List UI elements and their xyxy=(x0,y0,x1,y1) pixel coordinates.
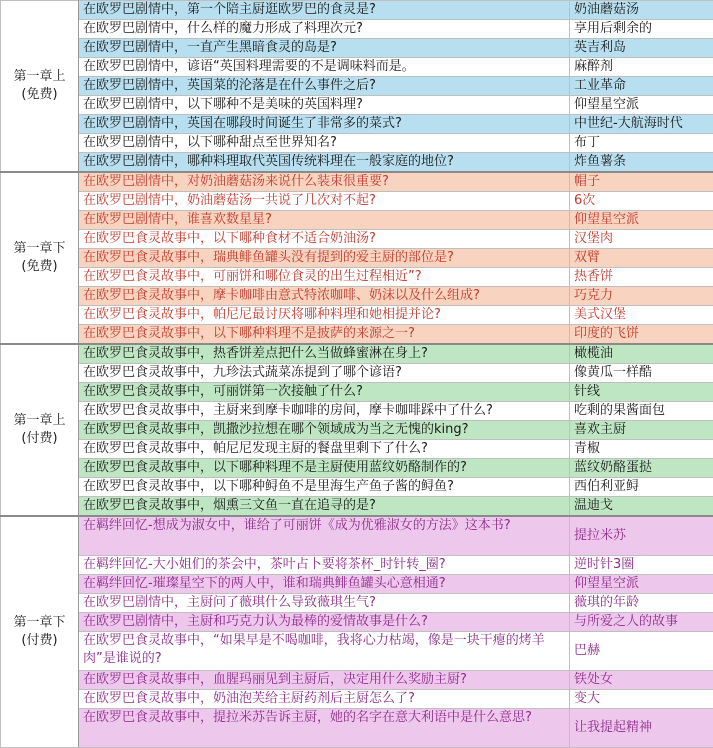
question-cell: 在欧罗巴剧情中，对奶油蘑菇汤来说什么装束很重要? xyxy=(79,172,570,192)
table-row xyxy=(1,497,713,517)
answer-cell: 让我提起精神 xyxy=(570,709,713,748)
question-cell: 在欧罗巴食灵故事中，帕尼尼发现主厨的餐盘里剩下了什么? xyxy=(79,440,570,459)
chapter-cell xyxy=(1,516,79,748)
answer-cell: 仰望星空派 xyxy=(570,575,713,594)
answer-cell: 巴赫 xyxy=(570,632,713,671)
question-cell: 在欧罗巴剧情中，以下哪种不是美味的英国料理? xyxy=(79,96,570,115)
table-row xyxy=(1,516,713,556)
answer-cell: 汉堡肉 xyxy=(570,230,713,249)
answer-cell: 针线 xyxy=(570,383,713,402)
question-cell: 在欧罗巴食灵故事中，提拉米苏告诉主厨，她的名字在意大利语中是什么意思? xyxy=(79,709,570,748)
answer-cell: 英吉利岛 xyxy=(570,39,713,58)
question-cell: 在欧罗巴剧情中，哪种料理取代英国传统料理在一般家庭的地位? xyxy=(79,153,570,173)
table-row xyxy=(1,690,713,709)
answer-cell: 炸鱼薯条 xyxy=(570,153,713,173)
answer-cell: 蓝纹奶酪蛋挞 xyxy=(570,459,713,478)
table-row xyxy=(1,211,713,230)
chapter-type: (付费) xyxy=(21,431,57,446)
chapter-title: 第一章下 xyxy=(13,241,65,256)
answer-cell: 麻醉剂 xyxy=(570,58,713,77)
table-row xyxy=(1,1,713,20)
table-row xyxy=(1,249,713,268)
chapter-cell xyxy=(1,344,79,516)
answer-cell: 西伯利亚鲟 xyxy=(570,478,713,497)
answer-cell: 变大 xyxy=(570,690,713,709)
answer-cell: 中世纪-大航海时代 xyxy=(570,115,713,134)
answer-cell: 提拉米苏 xyxy=(570,516,713,556)
answer-cell: 喜欢主厨 xyxy=(570,421,713,440)
answer-cell: 薇琪的年龄 xyxy=(570,594,713,613)
question-cell: 在羁绊回忆-想成为淑女中，谁给了可丽饼《成为优雅淑女的方法》这本书? xyxy=(79,516,570,556)
answer-cell: 工业革命 xyxy=(570,77,713,96)
answer-cell: 仰望星空派 xyxy=(570,96,713,115)
table-row xyxy=(1,344,713,364)
chapter-cell xyxy=(1,172,79,344)
table-row xyxy=(1,192,713,211)
question-cell: 在欧罗巴食灵故事中，瑞典鲱鱼罐头没有提到的爱主厨的部位是? xyxy=(79,249,570,268)
question-cell: 在欧罗巴食灵故事中，可丽饼和哪位食灵的出生过程相近”? xyxy=(79,268,570,287)
answer-cell: 帽子 xyxy=(570,172,713,192)
table-row xyxy=(1,172,713,192)
table-row xyxy=(1,556,713,575)
table-row xyxy=(1,325,713,345)
question-cell: 在欧罗巴剧情中，谚语“英国料理需要的不是调味料而是。 xyxy=(79,58,570,77)
table-row xyxy=(1,383,713,402)
table-row xyxy=(1,39,713,58)
answer-cell: 吃剩的果酱面包 xyxy=(570,402,713,421)
question-cell: 在欧罗巴食灵故事中，主厨来到摩卡咖啡的房间，摩卡咖啡踩中了什么? xyxy=(79,402,570,421)
question-cell: 在欧罗巴剧情中，主厨和巧克力认为最棒的爱情故事是什么? xyxy=(79,613,570,632)
question-cell: 在欧罗巴食灵故事中，可丽饼第一次接触了什么? xyxy=(79,383,570,402)
question-cell: 在欧罗巴剧情中，主厨问了薇琪什么导致薇琪生气? xyxy=(79,594,570,613)
table-row xyxy=(1,134,713,153)
question-cell: 在欧罗巴剧情中，谁喜欢数星星? xyxy=(79,211,570,230)
chapter-title: 第一章上 xyxy=(13,69,65,84)
table-row xyxy=(1,478,713,497)
answer-cell: 布丁 xyxy=(570,134,713,153)
question-cell: 在欧罗巴食灵故事中，热香饼差点把什么当做蜂蜜淋在身上? xyxy=(79,344,570,364)
table-row xyxy=(1,364,713,383)
question-cell: 在欧罗巴剧情中，第一个陪主厨逛欧罗巴的食灵是? xyxy=(79,1,570,20)
table-row xyxy=(1,20,713,39)
table-row xyxy=(1,230,713,249)
table-row xyxy=(1,58,713,77)
question-cell: 在欧罗巴食灵故事中，奶油泡芙给主厨药剂后主厨怎么了? xyxy=(79,690,570,709)
table-row xyxy=(1,671,713,690)
table-row xyxy=(1,459,713,478)
chapter-title: 第一章下 xyxy=(13,615,65,630)
chapter-cell xyxy=(1,1,79,173)
answer-cell: 热香饼 xyxy=(570,268,713,287)
table-row xyxy=(1,268,713,287)
question-cell: 在欧罗巴食灵故事中，以下哪种料理不是披萨的来源之一? xyxy=(79,325,570,345)
answer-cell: 印度的飞饼 xyxy=(570,325,713,345)
question-cell: 在羁绊回忆-璀璨星空下的两人中，谁和瑞典鲱鱼罐头心意相通? xyxy=(79,575,570,594)
table-row xyxy=(1,96,713,115)
table-row xyxy=(1,613,713,632)
answer-cell: 温迪戈 xyxy=(570,497,713,517)
question-cell: 在欧罗巴剧情中，什么样的魔力形成了料理次元? xyxy=(79,20,570,39)
question-cell: 在欧罗巴剧情中，奶油蘑菇汤一共说了几次对不起? xyxy=(79,192,570,211)
table-row xyxy=(1,440,713,459)
answer-cell: 像黄瓜一样酷 xyxy=(570,364,713,383)
question-cell: 在欧罗巴食灵故事中，摩卡咖啡由意式特浓咖啡、奶沫以及什么组成? xyxy=(79,287,570,306)
question-cell: 在欧罗巴剧情中，英国在哪段时间诞生了非常多的菜式? xyxy=(79,115,570,134)
answer-cell: 双臂 xyxy=(570,249,713,268)
answer-cell: 青椒 xyxy=(570,440,713,459)
chapter-title: 第一章上 xyxy=(13,413,65,428)
answer-cell: 美式汉堡 xyxy=(570,306,713,325)
question-cell: 在欧罗巴食灵故事中，帕尼尼最讨厌将哪种料理和她相提并论? xyxy=(79,306,570,325)
answer-cell: 享用后剩余的 xyxy=(570,20,713,39)
question-cell: 在欧罗巴食灵故事中，以下哪种鲟鱼不是里海生产鱼子酱的鲟鱼? xyxy=(79,478,570,497)
question-cell: 在欧罗巴食灵故事中，凯撒沙拉想在哪个领域成为当之无愧的king? xyxy=(79,421,570,440)
answer-cell: 仰望星空派 xyxy=(570,211,713,230)
question-cell: 在欧罗巴剧情中，一直产生黑暗食灵的岛是? xyxy=(79,39,570,58)
question-cell: 在欧罗巴食灵故事中，以下哪种料理不是主厨使用蓝纹奶酪制作的? xyxy=(79,459,570,478)
question-cell: 在欧罗巴食灵故事中，血腥玛丽见到主厨后，决定用什么奖励主厨? xyxy=(79,671,570,690)
table-row xyxy=(1,153,713,173)
question-cell: 在欧罗巴剧情中，英国菜的沦落是在什么事件之后? xyxy=(79,77,570,96)
table-row xyxy=(1,421,713,440)
answer-cell: 铁处女 xyxy=(570,671,713,690)
answer-cell: 逆时针3圈 xyxy=(570,556,713,575)
table-row xyxy=(1,594,713,613)
chapter-type: (免费) xyxy=(21,87,57,102)
table-row xyxy=(1,306,713,325)
question-cell: 在欧罗巴剧情中，以下哪种甜点至世界知名? xyxy=(79,134,570,153)
table-row xyxy=(1,115,713,134)
question-cell: 在羁绊回忆-大小姐们的茶会中，茶叶占卜要将茶杯_时针转_圈? xyxy=(79,556,570,575)
chapter-type: (付费) xyxy=(21,633,57,648)
question-cell: 在欧罗巴食灵故事中，“如果早是不喝咖啡，我将心力枯竭，像是一块干瘪的烤羊肉”是谁说的? xyxy=(79,632,570,671)
answer-cell: 橄榄油 xyxy=(570,344,713,364)
answer-cell: 6次 xyxy=(570,192,713,211)
answer-cell: 与所爱之人的故事 xyxy=(570,613,713,632)
table-row xyxy=(1,77,713,96)
table-row xyxy=(1,287,713,306)
question-cell: 在欧罗巴食灵故事中，九珍法式蔬菜冻提到了哪个谚语? xyxy=(79,364,570,383)
question-cell: 在欧罗巴食灵故事中，以下哪种食材不适合奶油汤? xyxy=(79,230,570,249)
table-row xyxy=(1,632,713,671)
answer-cell: 巧克力 xyxy=(570,287,713,306)
answer-cell: 奶油蘑菇汤 xyxy=(570,1,713,20)
question-cell: 在欧罗巴食灵故事中，烟熏三文鱼一直在追寻的是? xyxy=(79,497,570,517)
table-row xyxy=(1,402,713,421)
table-row xyxy=(1,575,713,594)
chapter-type: (免费) xyxy=(21,259,57,274)
table-row xyxy=(1,709,713,748)
qa-table-body xyxy=(1,1,713,748)
